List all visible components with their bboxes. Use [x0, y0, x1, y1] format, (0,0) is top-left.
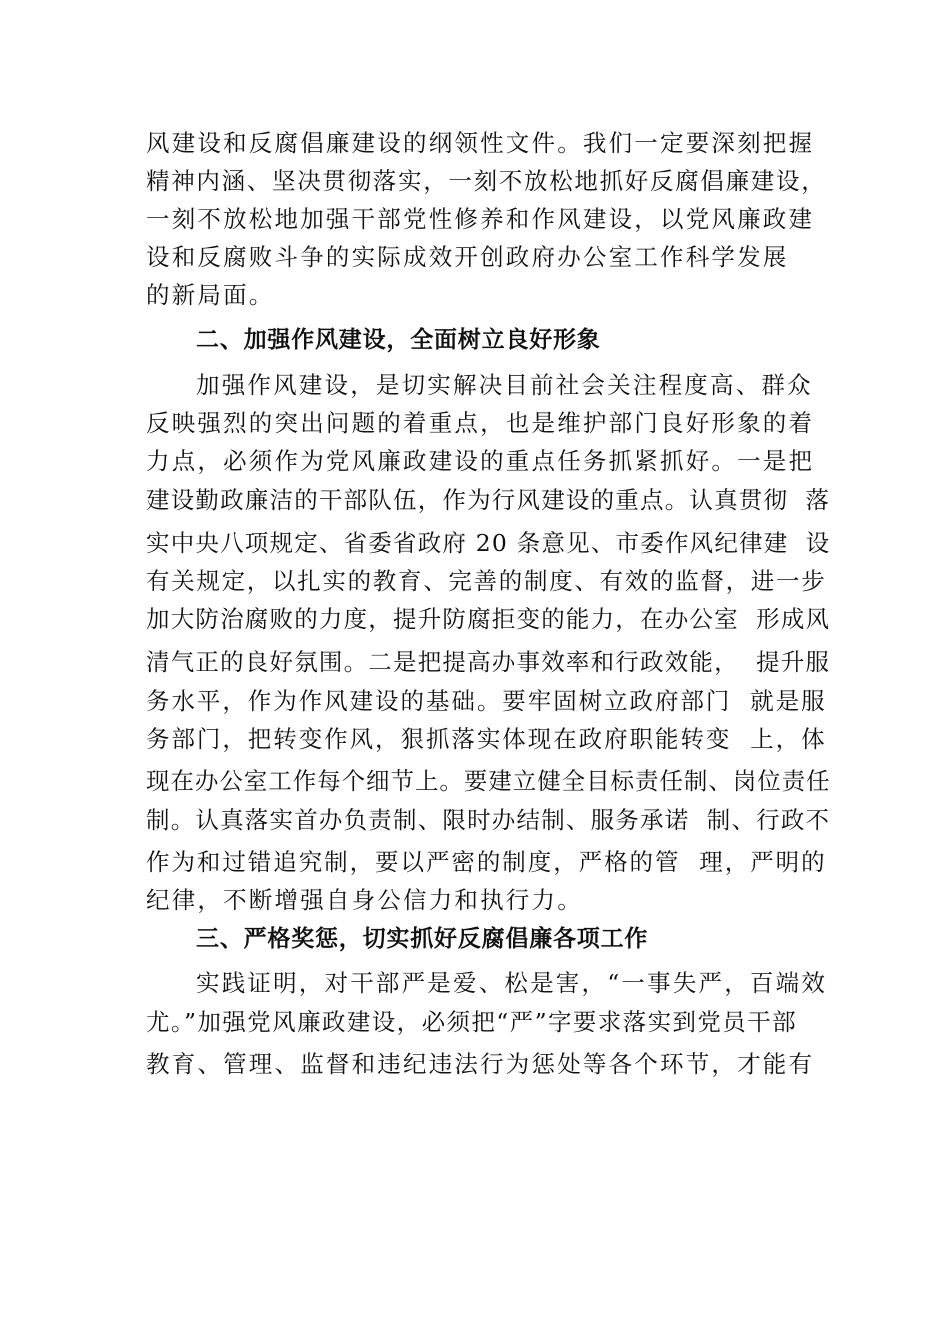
paragraph-line: 务部门，把转变作风，狠抓落实体现在政府职能转变 上，体	[146, 725, 827, 753]
paragraph-line: 尤。”加强党风廉政建设，必须把“严”字要求落实到党员干部	[146, 1008, 797, 1036]
section-heading-2: 二、加强作风建设，全面树立良好形象	[196, 327, 601, 353]
paragraph-line: 清气正的良好氛围。二是把提高办事效率和行政效能， 提升服	[146, 648, 831, 676]
paragraph-line: 反映强烈的突出问题的着重点，也是维护部门良好形象的着	[146, 409, 815, 437]
paragraph-line: 建设勤政廉洁的干部队伍，作为行风建设的重点。认真贯彻 落	[146, 486, 831, 514]
paragraph-line: 制。认真落实首办负责制、限时办结制、服务承诺 制、行政不	[146, 806, 831, 834]
paragraph-line: 有关规定，以扎实的教育、完善的制度、有效的监督，进一步	[146, 567, 827, 595]
paragraph-line: 力点，必须作为党风廉政建设的重点任务抓紧抓好。一是把	[146, 447, 815, 475]
paragraph-line: 实践证明，对干部严是爱、松是害，“一事失严，百端效	[196, 969, 828, 997]
paragraph-line: 纪律，不断增强自身公信力和执行力。	[146, 886, 583, 914]
paragraph-line: 实中央八项规定、省委省政府 20 条意见、市委作风纪律建 设	[146, 529, 831, 557]
paragraph-line: 作为和过错追究制，要以严密的制度，严格的管 理，严明的	[146, 848, 827, 876]
paragraph-line: 务水平，作为作风建设的基础。要牢固树立政府部门 就是服	[146, 687, 827, 715]
paragraph-line: 教育、管理、监督和违纪违法行为惩处等各个环节，才能有	[146, 1050, 815, 1078]
paragraph-line: 设和反腐败斗争的实际成效开创政府办公室工作科学发展	[146, 243, 789, 271]
paragraph-line: 一刻不放松地加强干部党性修养和作风建设，以党风廉政建	[146, 205, 815, 233]
paragraph-line: 加强作风建设，是切实解决目前社会关注程度高、群众	[196, 371, 813, 399]
section-heading-3: 三、严格奖惩，切实抓好反腐倡廉各项工作	[196, 926, 649, 952]
paragraph-line: 加大防治腐败的力度，提升防腐拒变的能力，在办公室 形成风	[146, 605, 831, 633]
paragraph-line: 现在办公室工作每个细节上。要建立健全目标责任制、岗位责任	[146, 767, 831, 795]
paragraph-line: 精神内涵、坚决贯彻落实，一刻不放松地抓好反腐倡廉建设，	[146, 167, 827, 195]
paragraph-line: 风建设和反腐倡廉建设的纲领性文件。我们一定要深刻把握	[146, 129, 815, 157]
paragraph-line: 的新局面。	[146, 281, 275, 309]
